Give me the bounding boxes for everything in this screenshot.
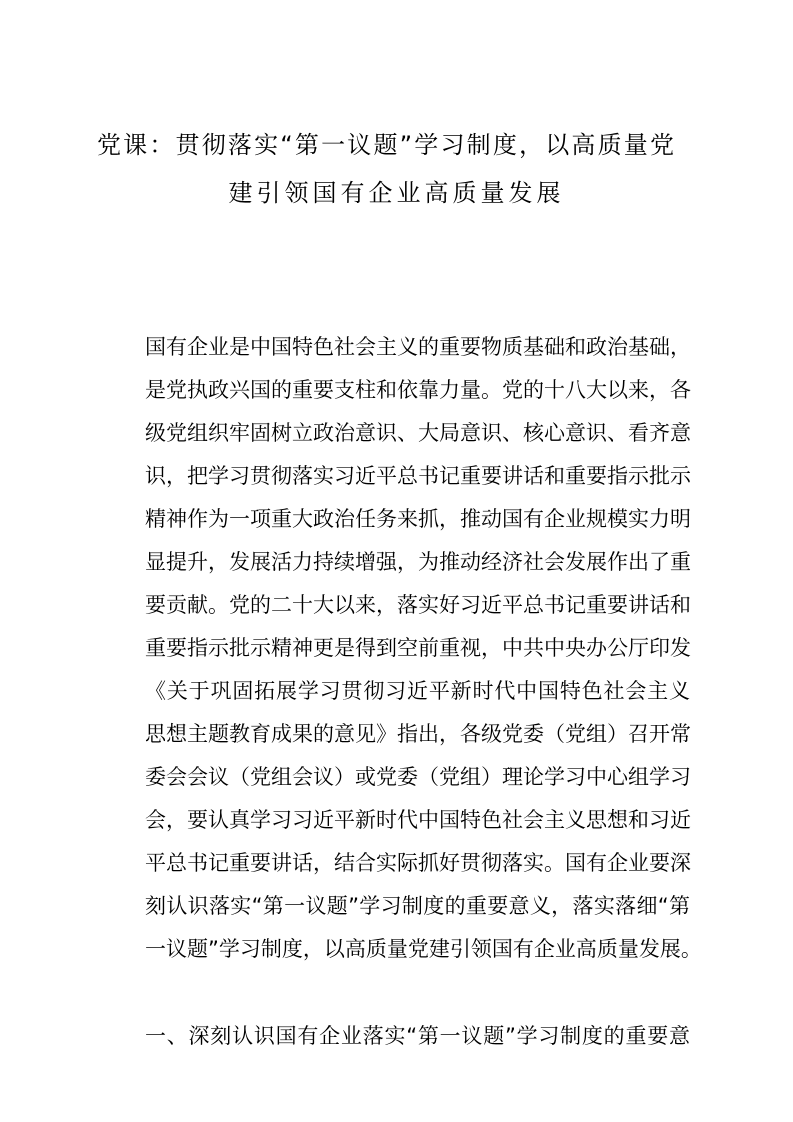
paragraph-line: 平总书记重要讲话，结合实际抓好贯彻落实。国有企业要深 <box>145 851 691 875</box>
paragraph-line: 国有企业是中国特色社会主义的重要物质基础和政治基础， <box>145 335 691 359</box>
paragraph-line: 要贡献。党的二十大以来，落实好习近平总书记重要讲话和 <box>145 593 691 617</box>
paragraph-line: 刻认识落实“第一议题”学习制度的重要意义，落实落细“第 <box>145 894 690 918</box>
paragraph-line: 精神作为一项重大政治任务来抓，推动国有企业规模实力明 <box>145 507 691 531</box>
document-title-line-1: 党课：贯彻落实“第一议题”学习制度，以高质量党 <box>97 131 674 159</box>
paragraph-line: 级党组织牢固树立政治意识、大局意识、核心意识、看齐意 <box>145 421 691 445</box>
paragraph-line: 委会会议（党组会议）或党委（党组）理论学习中心组学习 <box>145 765 691 789</box>
section-heading-1: 一、深刻认识国有企业落实“第一议题”学习制度的重要意 <box>145 1024 690 1048</box>
paragraph-line: 一议题”学习制度，以高质量党建引领国有企业高质量发展。 <box>145 937 702 961</box>
paragraph-line: 显提升，发展活力持续增强，为推动经济社会发展作出了重 <box>145 550 691 574</box>
paragraph-line: 识，把学习贯彻落实习近平总书记重要讲话和重要指示批示 <box>145 464 691 488</box>
paragraph-line: 重要指示批示精神更是得到空前重视，中共中央办公厅印发 <box>145 636 691 660</box>
paragraph-line: 会，要认真学习习近平新时代中国特色社会主义思想和习近 <box>145 808 691 832</box>
intro-paragraph <box>145 332 702 977</box>
paragraph-line: 《关于巩固拓展学习贯彻习近平新时代中国特色社会主义 <box>145 679 690 703</box>
document-title-line-2: 建引领国有企业高质量发展 <box>228 179 565 207</box>
paragraph-line: 思想主题教育成果的意见》指出，各级党委（党组）召开常 <box>145 722 691 746</box>
paragraph-line: 是党执政兴国的重要支柱和依靠力量。党的十八大以来，各 <box>145 378 691 402</box>
